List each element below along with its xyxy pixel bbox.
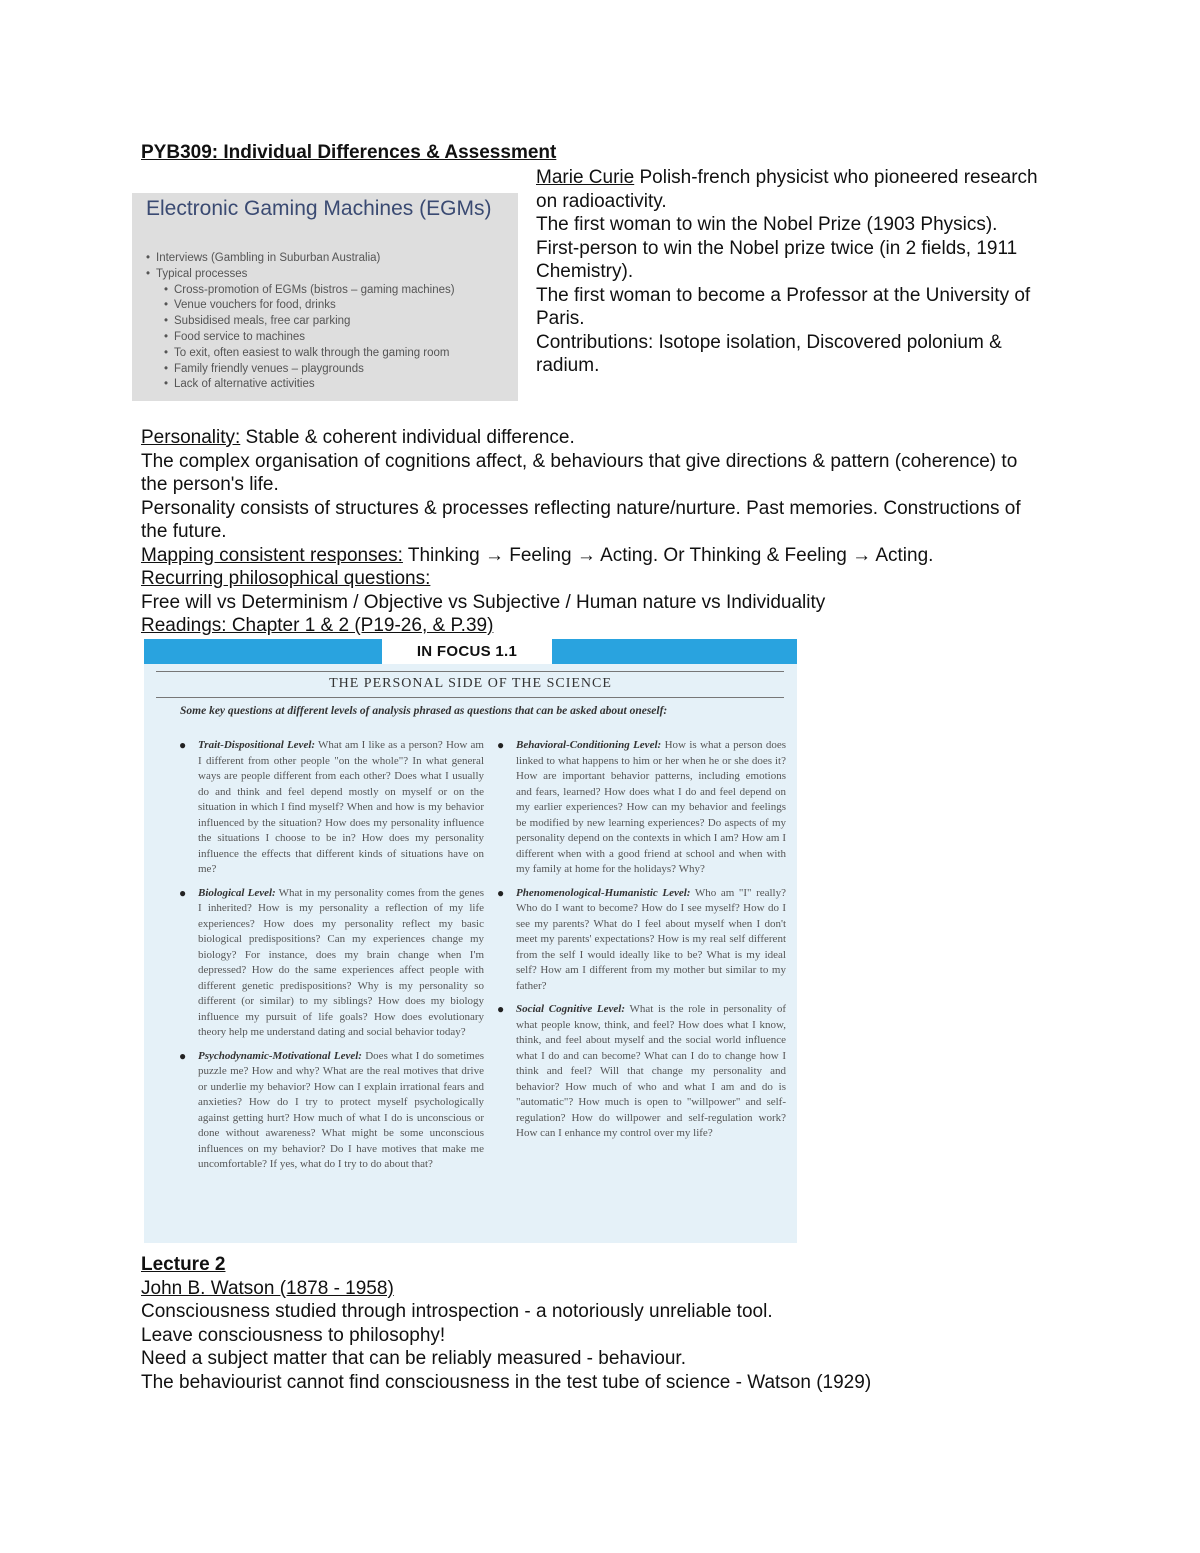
personality-line: the person's life.	[141, 474, 279, 495]
focus-subheading: Some key questions at different levels of analysis phrased as questions that can be asked about oneself:	[180, 705, 668, 717]
slide-item: • Subsidised meals, free car parking	[164, 315, 351, 328]
curie-name-link: Marie Curie	[536, 167, 635, 188]
slide-title: Electronic Gaming Machines (EGMs)	[146, 197, 492, 220]
recurring-questions-heading: Recurring philosophical questions:	[141, 568, 431, 589]
level-item: ● Psychodynamic-Motivational Level: Does what I do sometimes puzzle me? How and why? What are the real motives that drive or underlie my behavior? How can I explain irrational fears and anxieties? How do I try to protect myself psychologically against getting hurt? How much of what I do is unconscious or done without awareness? What might be some unconscious influences on my behavior? Do I have motives that make me uncomfortable? If yes, what do I try to do about that?	[179, 1048, 485, 1170]
curie-line: First-person to win the Nobel prize twice (in 2 fields, 1911	[536, 237, 1018, 259]
document-title: PYB309: Individual Differences & Assessment	[141, 142, 557, 163]
divider	[156, 697, 784, 698]
slide-item: • Lack of alternative activities	[164, 378, 315, 391]
personality-definition: Personality: Stable & coherent individual difference.	[141, 427, 575, 448]
level-item: ● Phenomenological-Humanistic Level: Who am "I" really? Who do I want to become? How do I see myself? How do I see my parents? What do I feel about myself when I don't meet my parents' expectations? How is my real self different from the self I would ideally like to be? What is my ideal self? How am I different from my mother but similar to my father?	[497, 885, 786, 992]
focus-left-column	[179, 738, 485, 1181]
curie-line: The first woman to become a Professor at the University of	[536, 284, 1031, 306]
slide-item: • Venue vouchers for food, drinks	[164, 299, 336, 312]
curie-line: Chemistry).	[536, 261, 634, 282]
focus-heading: THE PERSONAL SIDE OF THE SCIENCE	[329, 676, 612, 691]
in-focus-box	[144, 639, 797, 1243]
slide-item: • Family friendly venues – playgrounds	[164, 362, 364, 375]
curie-notes	[536, 166, 1038, 378]
lecture2-line: Leave consciousness to philosophy!	[141, 1324, 446, 1346]
watson-heading: John B. Watson (1878 - 1958)	[141, 1277, 394, 1299]
focus-right-column	[497, 738, 786, 1150]
slide-item: • Cross-promotion of EGMs (bistros – gaming machines)	[164, 283, 455, 296]
curie-line: on radioactivity.	[536, 190, 667, 212]
curie-line: radium.	[536, 355, 600, 376]
mapping-line: Mapping consistent responses: Thinking → Feeling → Acting. Or Thinking & Feeling → Acting.	[141, 544, 934, 566]
lecture2-section	[141, 1253, 871, 1394]
slide-item: • Typical processes	[146, 267, 248, 280]
lecture2-heading: Lecture 2	[141, 1254, 226, 1275]
personality-notes	[141, 426, 1021, 638]
curie-line: Paris.	[536, 308, 585, 329]
lecture2-line: Need a subject matter that can be reliably measured - behaviour.	[141, 1348, 686, 1369]
lecture2-line: The behaviourist cannot find consciousness in the test tube of science - Watson (1929)	[141, 1371, 872, 1393]
level-item: ● Social Cognitive Level: What is the role in personality of what people know, think, and feel? How does what I know, think, and feel about myself and the social world influence what I do and can become? What can I do to change how I think and feel? Will that change my personality and behavior? How much of who and what I am and do is "automatic"? How much is open to "willpower" and self-regulation? How do willpower and self-regulation work? How can I enhance my control over my life?	[497, 1002, 786, 1139]
divider	[156, 671, 784, 672]
curie-line: Contributions: Isotope isolation, Discovered polonium &	[536, 331, 1002, 353]
slide-item: • To exit, often easiest to walk through the gaming room	[164, 346, 450, 359]
personality-line: The complex organisation of cognitions affect, & behaviours that give directions & pattern (coherence) to	[141, 450, 1018, 472]
level-item: ● Behavioral-Conditioning Level: How is what a person does linked to what happens to him or her when he or she does it? How are important behavior patterns, including emotions and fears, learned? How does what I do and feel depend on my earlier experiences? How can my behavior and feelings be modified by new learning experiences? Do aspects of my personality depend on the contexts in which I am? How am I different when with a good friend at school and when with my family at home for the holidays? Why?	[497, 738, 786, 875]
slide-bullet-list	[132, 251, 455, 393]
lecture2-line: Consciousness studied through introspection - a notoriously unreliable tool.	[141, 1301, 773, 1322]
readings-line: Readings: Chapter 1 & 2 (P19-26, & P.39)	[141, 615, 494, 636]
level-item: ● Trait-Dispositional Level: What am I like as a person? How am I different from other people "on the whole"? In what general ways are people different from each other? Does what I usually do and think and feel depend mostly on myself or on the situation in which I find myself? When and how is my behavior influenced by the situation? How does my personality influence the situations I choose to be in? How does my personality influence the effects that different kinds of situations have on me?	[179, 738, 484, 875]
slide-item: • Interviews (Gambling in Suburban Australia)	[146, 252, 381, 264]
focus-tag: IN FOCUS 1.1	[382, 639, 552, 664]
recurring-questions-line: Free will vs Determinism / Objective vs Subjective / Human nature vs Individuality	[141, 591, 826, 613]
slide-item: • Food service to machines	[164, 330, 306, 343]
curie-line: The first woman to win the Nobel Prize (1903 Physics).	[536, 214, 998, 235]
level-item: ● Biological Level: What in my personality comes from the genes I inherited? How is my personality a reflection of my life experiences? How does my personality reflect my basic biological predispositions? Can my experiences change my biology? For instance, does my brain change when I'm depressed? How do the same experiences affect people with different genetic predispositions? Why is my personality so different (or similar) to my siblings? How does my biology influence my pursuit of life goals? How does evolutionary theory help me understand dating and social behavior today?	[179, 885, 484, 1038]
egm-slide-image	[132, 193, 518, 401]
personality-line: Personality consists of structures & processes reflecting nature/nurture. Past memories. Constructions of	[141, 497, 1021, 519]
curie-line: Marie Curie Polish-french physicist who pioneered research	[536, 167, 1038, 188]
personality-line: the future.	[141, 521, 227, 542]
